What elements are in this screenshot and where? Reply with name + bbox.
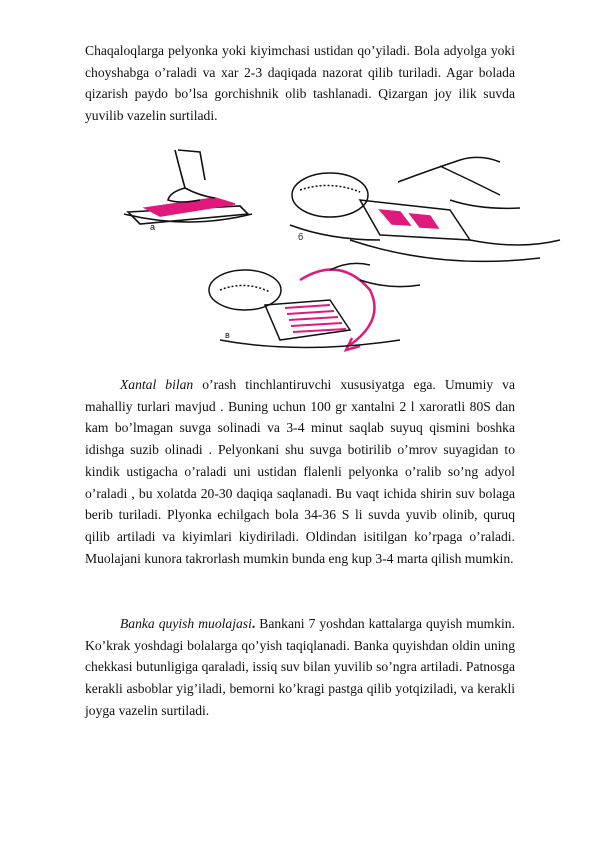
figure-label-c: в	[225, 330, 230, 340]
paragraph-mustard-text: o’rash tinchlantiruvchi xususiyatga ega. Umumiy va mahalliy turlari mavjud . Buning uchun 100 gr xantalni 2 l xaroratli 80S dan kam bo’lmagan suvga solinadi va 3-4 minut saqlab suyuq qismini boshka idishga suzib olinadi . Pelyonkani shu suvga botirilib o’mrov suyagidan to kindik ustigacha o’raladi uni ustidan flalenli pelyonka o’ralib so’ng adyol o’raladi , bu xolatda 20-30 daqiqa saqlanadi. Bu vaqt ichida shirin suv bolaga berib turiladi. Plyonka echilgach bola 34-36 S li suvda yuvib olinib, quruq qilib artiladi va kiyimlari kiydiriladi. Oldindan isitilgan ko’rpaga o’raladi. Muolajani kunora takrorlash mumkin bunda eng kup 3-4 marta qilish mumkin.	[85, 377, 515, 566]
paragraph-intro-text: Chaqaloqlarga pelyonka yoki kiyimchasi ustidan qo’yiladi. Bola adyolga yoki choyshabga o’raladi va xar 2-3 daqiqada nazorat qilib turiladi. Agar bolada qizarish paydo bo’lsa gorchishnik olib tashlanadi. Qizargan joy ilik suvda yuvilib vazelin surtiladi.	[85, 43, 515, 124]
paragraph-intro	[85, 40, 515, 127]
figure-c-wrapped	[209, 263, 420, 350]
paragraph-mustard-title: Xantal bilan	[120, 377, 194, 392]
mustard-wrap-illustration	[0, 140, 596, 365]
figure-b-wrapping	[290, 157, 560, 261]
paragraph-cupping	[85, 613, 515, 722]
paragraph-cupping-dot: .	[251, 616, 256, 631]
paragraph-cupping-text: Bankani 7 yoshdan kattalarga quyish mumkin. Ko’krak yoshdagi bolalarga qo’yish taqiqlanadi. Banka quyishdan oldin uning chekkasi butunligiga qaraladi, issiq suv bilan yuvilib so’ngra artiladi. Patnosga kerakli asboblar yig’iladi, bemorni ko’kragi pastga qilib yotqiziladi, va kerakli joyga vazelin surtiladi.	[85, 616, 515, 718]
paragraph-cupping-title: Banka quyish muolajasi	[120, 616, 252, 631]
figure-a-tray	[124, 150, 252, 224]
figure-label-b: б	[298, 232, 304, 242]
paragraph-mustard	[85, 374, 515, 569]
figure-label-a: a	[150, 222, 156, 232]
